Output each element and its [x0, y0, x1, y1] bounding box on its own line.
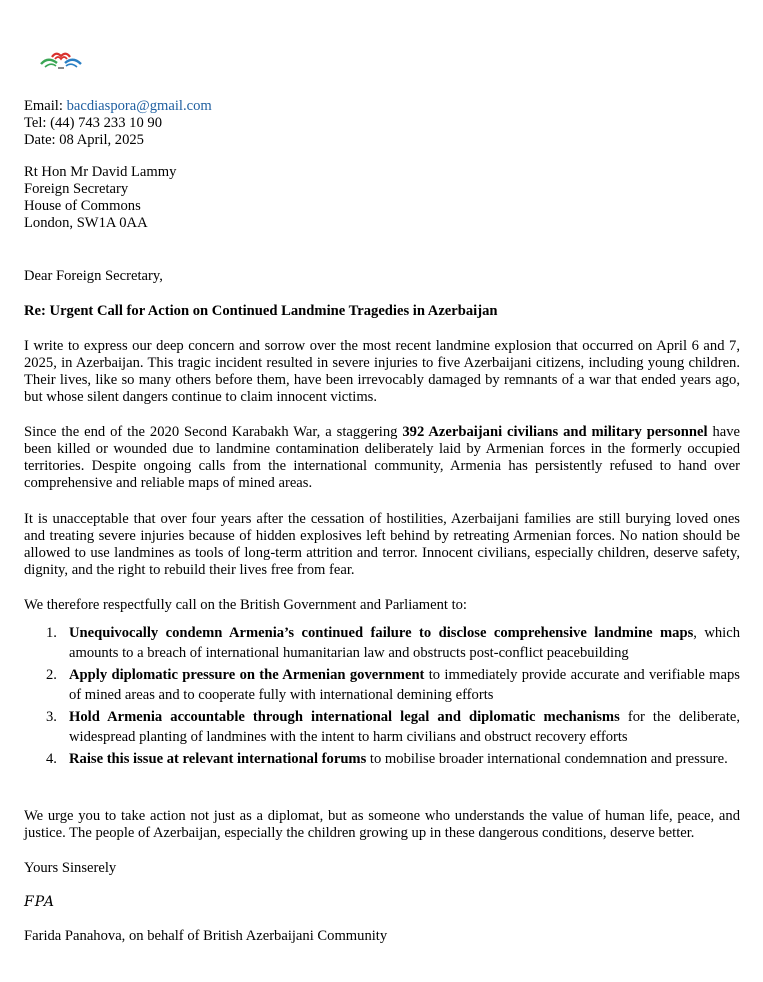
paragraph-2 [24, 424, 740, 492]
subject-line: Re: Urgent Call for Action on Continued Landmine Tragedies in Azerbaijan [24, 303, 498, 319]
demand-item [46, 666, 740, 705]
recipient-address [24, 164, 176, 232]
paragraph-5: We urge you to take action not just as a diplomat, but as someone who understands the value of human life, peace, and justice. The people of Azerbaijan, especially the children growing up in these dangerous conditions, deserve better. [24, 808, 740, 841]
demand-item [46, 750, 740, 770]
sender-contact [24, 98, 212, 149]
demand-detail: for the deliberate, widespread planting of landmines with the intent to harm civilians and obstruct recovery efforts [69, 709, 741, 745]
demand-headline: Unequivocally condemn Armenia’s continued failure to disclose comprehensive landmine maps [69, 625, 694, 641]
demand-detail: to mobilise broader international condemnation and pressure. [366, 751, 728, 767]
recipient-city: London, SW1A 0AA [24, 215, 148, 231]
email-label: Email: [24, 98, 63, 114]
demand-item [46, 624, 741, 663]
recipient-title: Foreign Secretary [24, 181, 129, 197]
email-link[interactable]: bacdiaspora@gmail.com [66, 98, 212, 114]
demand-number: 2. [46, 667, 57, 683]
paragraph-1: I write to express our deep concern and sorrow over the most recent landmine explosion that occurred on April 6 and 7, 2025, in Azerbaijan. This tragic incident resulted in severe injuries to five Azerbaijani citizens, including young children. Their lives, like so many others before them, have been irrevocably damaged by remnants of a war that ended years ago, but whose silent dangers continue to claim innocent victims. [24, 338, 740, 405]
paragraph-2-intro: Since the end of the 2020 Second Karabakh War, a staggering [24, 424, 403, 440]
organization-logo [40, 50, 82, 72]
demand-item [46, 708, 741, 747]
demand-number: 3. [46, 709, 57, 725]
paragraph-4: We therefore respectfully call on the British Government and Parliament to: [24, 597, 467, 613]
recipient-office: House of Commons [24, 198, 141, 214]
casualty-figure: 392 Azerbaijani civilians and military personnel [402, 424, 708, 440]
demand-number: 1. [46, 625, 57, 641]
paragraph-3: It is unacceptable that over four years after the cessation of hostilities, Azerbaijani families are still burying loved ones and treating severe injuries because of hidden explosives left behind by retreating Armenian forces. No nation should be allowed to use landmines as tools of long-term attrition and terror. Innocent civilians, especially children, deserve safety, dignity, and the right to rebuild their lives free from fear. [24, 511, 740, 578]
demand-headline: Hold Armenia accountable through international legal and diplomatic mechanisms [69, 709, 620, 725]
closing: Yours Sinserely [24, 860, 117, 876]
telephone: Tel: (44) 743 233 10 90 [24, 115, 163, 131]
email-line [24, 98, 212, 115]
handwritten-signature: FPA [24, 894, 55, 910]
letter-date: Date: 08 April, 2025 [24, 132, 144, 148]
demands-list [24, 624, 740, 773]
signer-name: Farida Panahova, on behalf of British Azerbaijani Community [24, 928, 388, 944]
recipient-name: Rt Hon Mr David Lammy [24, 164, 177, 180]
demand-headline: Apply diplomatic pressure on the Armenian government [69, 667, 425, 683]
salutation: Dear Foreign Secretary, [24, 268, 163, 284]
paragraph-2-rest: have been killed or wounded due to landmine contamination deliberately laid by Armenian forces in the formerly occupied territories. Despite ongoing calls from the international community, Armenia has persistently refused to hand over comprehensive and reliable maps of mined areas. [24, 424, 740, 491]
demand-detail: to immediately provide accurate and verifiable maps of mined areas and to cooperate fully with international demining efforts [69, 667, 740, 703]
demand-number: 4. [46, 751, 57, 767]
demand-detail: , which amounts to a breach of international humanitarian law and obstructs post-conflict peacebuilding [69, 625, 741, 661]
demand-headline: Raise this issue at relevant international forums [69, 751, 367, 767]
